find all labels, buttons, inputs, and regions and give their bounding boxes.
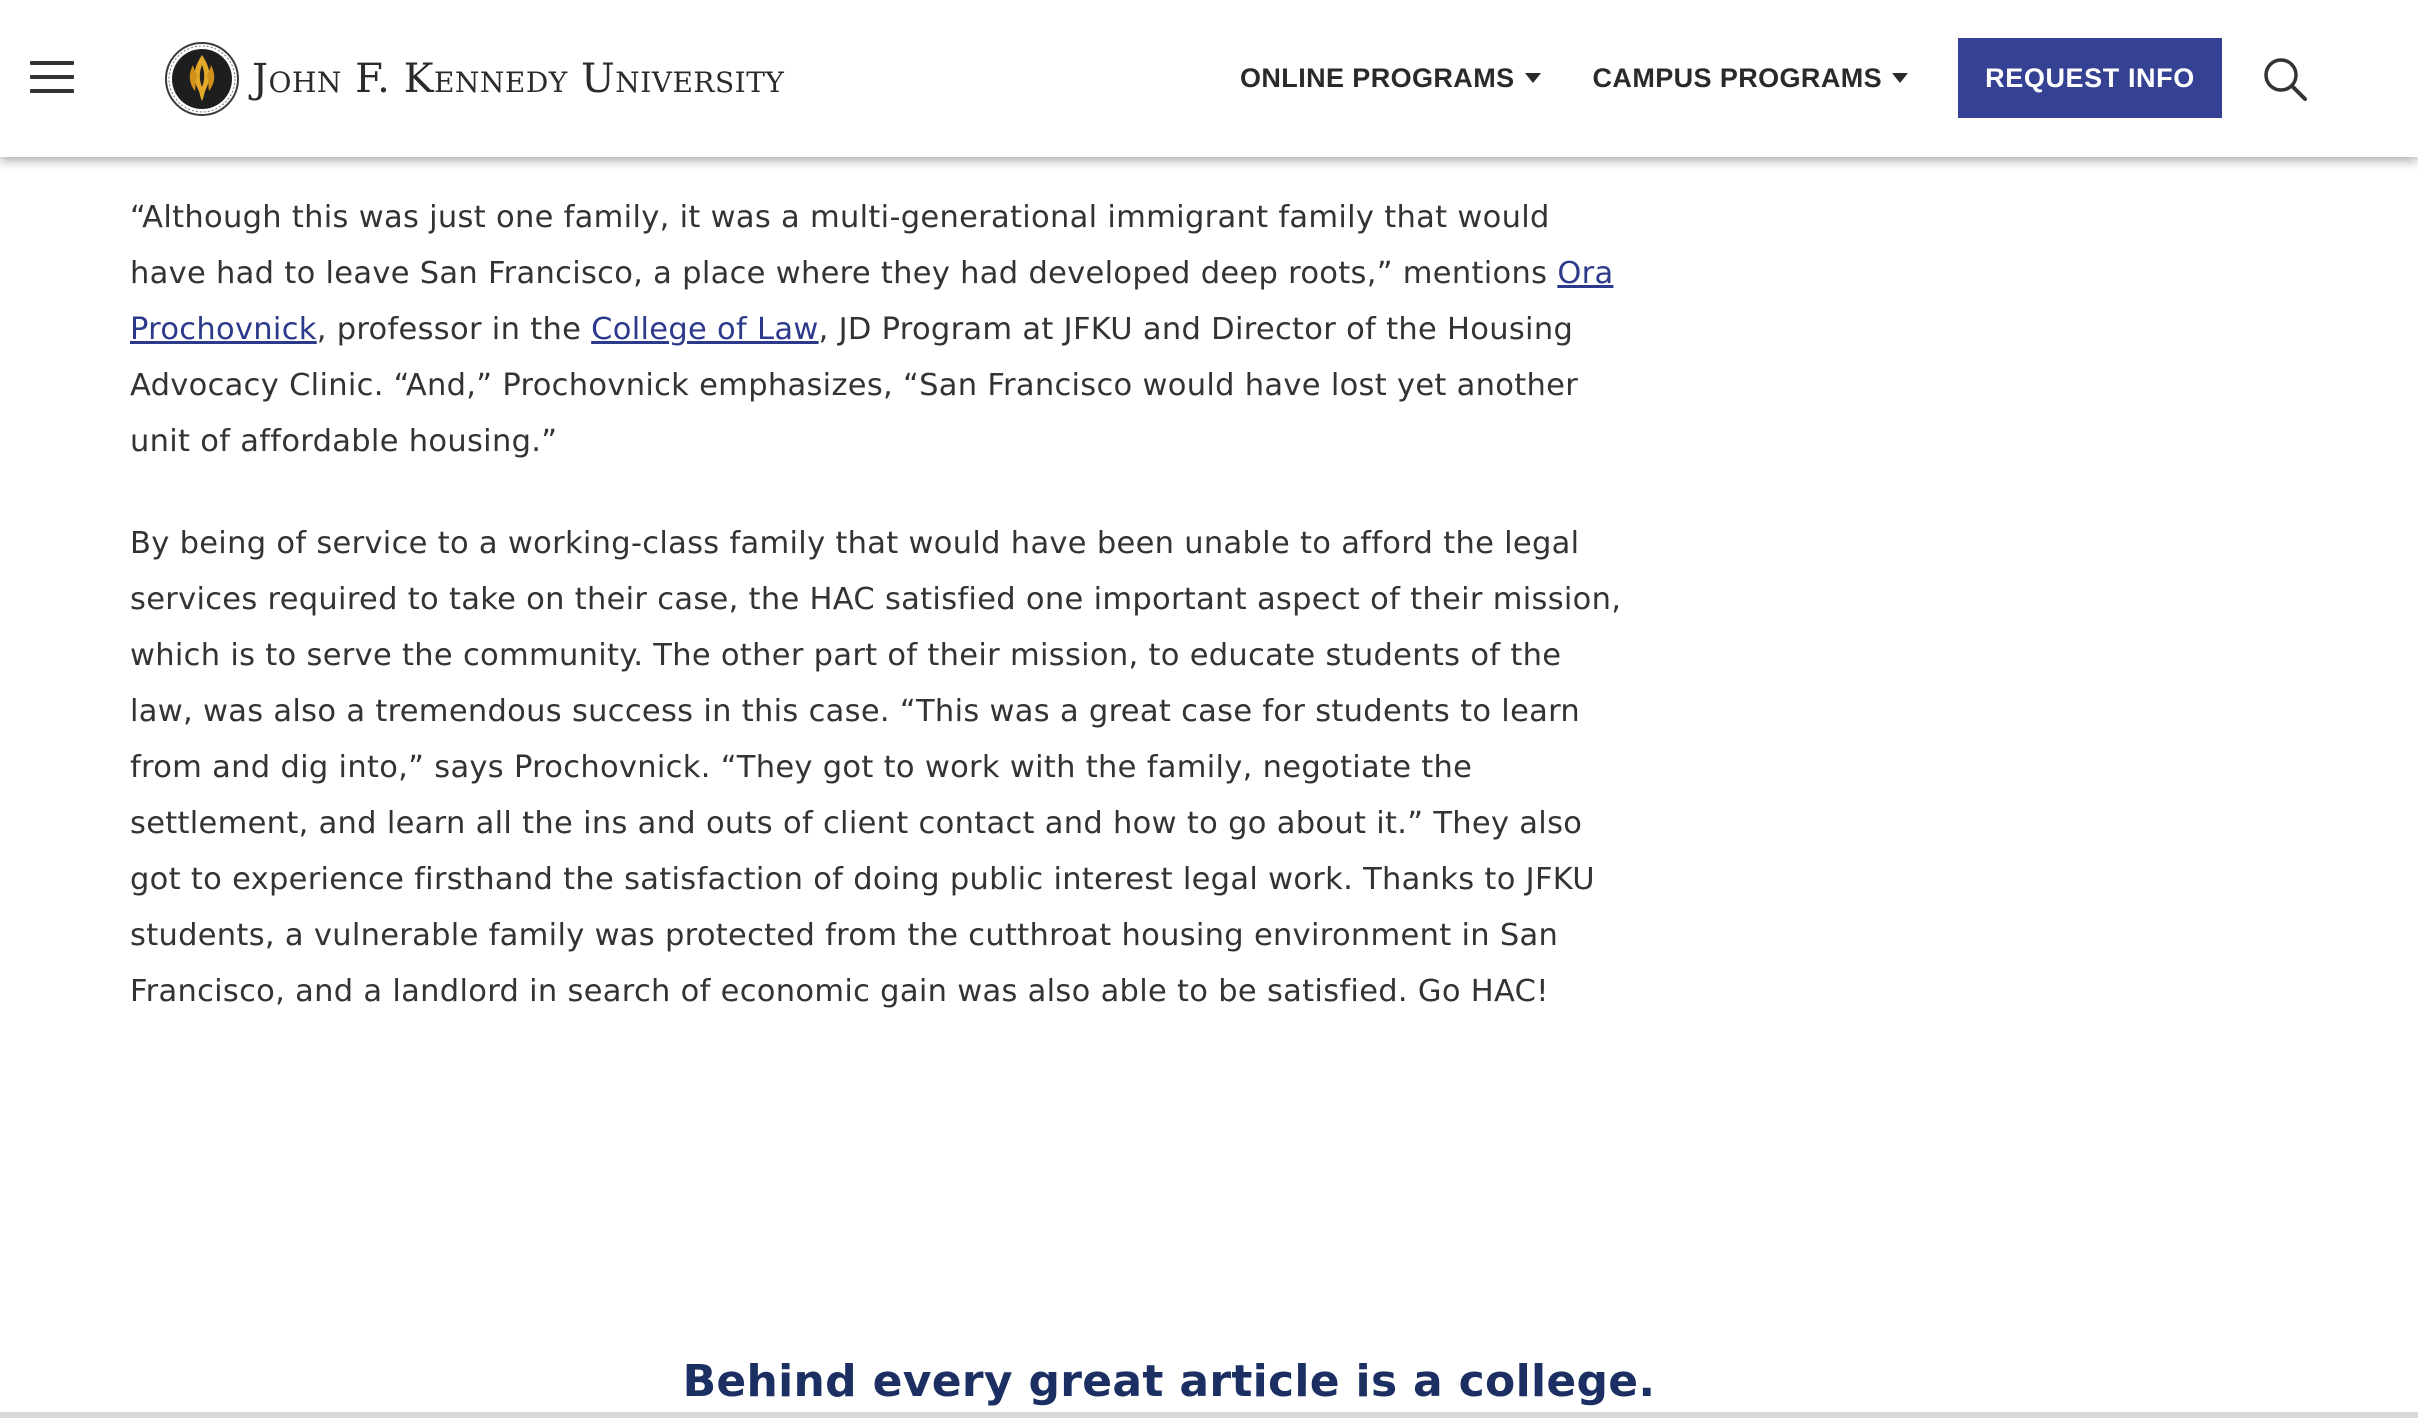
nav-campus-programs-label: CAMPUS PROGRAMS: [1592, 62, 1883, 93]
logo-text: John F. Kennedy University: [252, 56, 785, 102]
college-cta-heading: Behind every great article is a college.: [682, 1356, 1656, 1407]
link-college-of-law[interactable]: College of Law: [591, 312, 819, 347]
site-header: [0, 0, 2418, 157]
search-icon[interactable]: [2262, 56, 2308, 102]
link-ora-prochovnick[interactable]: Ora Prochovnick: [130, 256, 1614, 347]
university-seal-flame-icon: [164, 41, 240, 117]
paragraph-1-text-b: , professor in the: [316, 312, 592, 347]
paragraph-1-text-a: “Although this was just one family, it was a multi-generational immigrant family that would have had to leave San Francisco, a place where they had developed deep roots,” mentions: [130, 200, 1558, 291]
caret-down-icon: [1892, 73, 1908, 83]
nav-campus-programs[interactable]: [1593, 63, 1909, 94]
article-body: [130, 190, 1630, 1066]
request-info-button[interactable]: REQUEST INFO: [1958, 38, 2222, 118]
nav-online-programs[interactable]: [1240, 63, 1541, 94]
section-divider: [0, 1412, 2418, 1418]
hamburger-menu-icon[interactable]: [30, 58, 74, 96]
main-navigation: [1240, 38, 1908, 118]
article-paragraph-1: [130, 190, 1630, 470]
nav-online-programs-label: ONLINE PROGRAMS: [1240, 62, 1515, 93]
paragraph-1-text-c: , JD Program at JFKU and Director of the Housing Advocacy Clinic. “And,” Prochovnick emphasizes, “San Francisco would have lost yet another unit of affordable housing.”: [130, 312, 1579, 459]
site-logo[interactable]: [164, 41, 784, 117]
article-paragraph-2: By being of service to a working-class family that would have been unable to afford the legal services required to take on their case, the HAC satisfied one important aspect of their mission, which is to serve the community. The other part of their mission, to educate students of the law, was also a tremendous success in this case. “This was a great case for students to learn from and dig into,” says Prochovnick. “They got to work with the family, negotiate the settlement, and learn all the ins and outs of client contact and how to go about it.” They also got to experience firsthand the satisfaction of doing public interest legal work. Thanks to JFKU students, a vulnerable family was protected from the cutthroat housing environment in San Francisco, and a landlord in search of economic gain was also able to be satisfied. Go HAC!: [130, 526, 1622, 1009]
caret-down-icon: [1525, 73, 1541, 83]
